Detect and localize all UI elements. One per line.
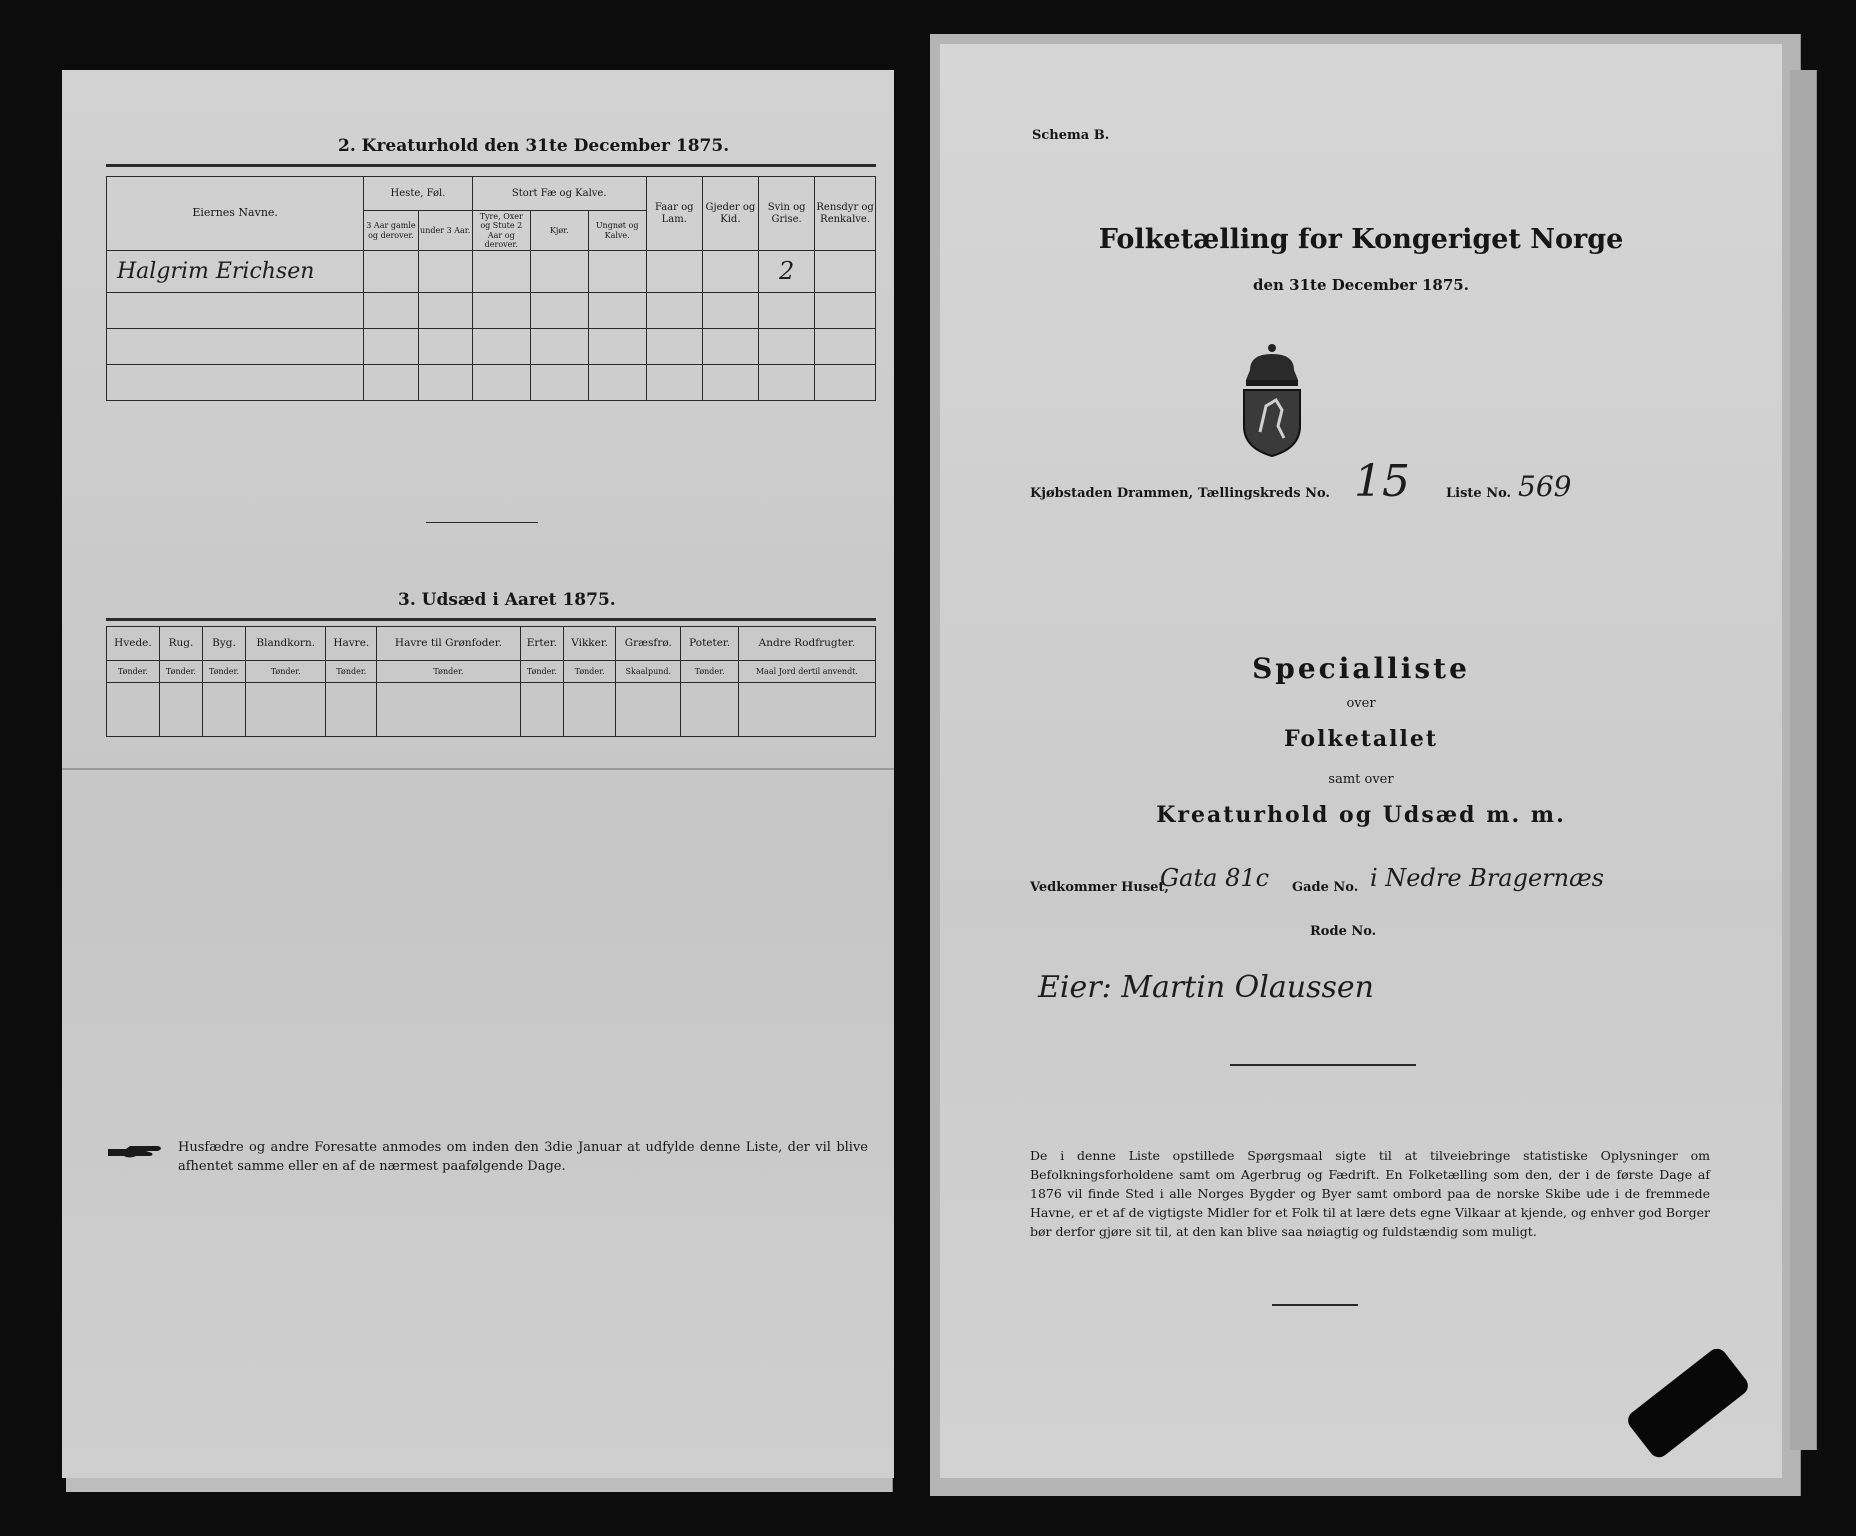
col-cattle: Stort Fæ og Kalve. xyxy=(472,177,646,211)
udsaed-col-1: Rug. xyxy=(159,627,202,661)
udsaed-col-6: Erter. xyxy=(520,627,563,661)
udsaed-col-10: Andre Rodfrugter. xyxy=(738,627,875,661)
vedkommer-label: Vedkommer Huset, xyxy=(1030,880,1169,895)
kreatur-heading: Kreaturhold og Udsæd m. m. xyxy=(1156,802,1566,828)
pigs-cell xyxy=(759,251,815,293)
udsaed-unit-6: Tønder. xyxy=(520,661,563,683)
mid-rule xyxy=(1230,1064,1416,1066)
udsaed-col-5: Havre til Grønfoder. xyxy=(377,627,521,661)
udsaed-col-8: Græsfrø. xyxy=(616,627,681,661)
udsaed-unit-1: Tønder. xyxy=(159,661,202,683)
liste-value: 569 xyxy=(1518,470,1572,503)
udsaed-col-7: Vikker. xyxy=(564,627,616,661)
udsaed-unit-2: Tønder. xyxy=(202,661,245,683)
owner-handwritten: Eier: Martin Olaussen xyxy=(1038,970,1374,1005)
udsaed-col-2: Byg. xyxy=(202,627,245,661)
separator-rule xyxy=(426,522,538,523)
col-sheep: Faar og Lam. xyxy=(646,177,702,251)
udsaed-cell-4 xyxy=(326,683,377,737)
col-horses-young: under 3 Aar. xyxy=(418,211,472,251)
udsaed-col-4: Havre. xyxy=(326,627,377,661)
intro-paragraph: De i denne Liste opstillede Spørgsmaal sigte til at tilveiebringe statistiske Oplysninger om Befolkningsforholdene samt om Agerbrug og Fædrift. En Folketælling som den, der i de første Dage af 1876 vil finde Sted i alle Norges Bygder og Byer samt ombord paa de norske Skibe ude i de fremmede Havne, er et af de vigtigste Midler for et Folk til at lære dets egne Vilkaar at kjende, og enhver god Borger bør derfor gjøre sit til, at den kan blive saa nøiagtig og fuldstændig som muligt. xyxy=(1030,1148,1710,1239)
col-owner: Eiernes Navne. xyxy=(107,177,364,251)
liste-label: Liste No. xyxy=(1446,486,1512,501)
gade-label: Gade No. xyxy=(1292,880,1359,895)
udsaed-cell-5 xyxy=(377,683,521,737)
kreds-label: Tællingskreds No. xyxy=(1198,486,1330,501)
area-handwritten: i Nedre Bragernæs xyxy=(1370,864,1604,892)
right-page xyxy=(940,44,1782,1478)
udsaed-cell-7 xyxy=(564,683,616,737)
udsaed-cell-9 xyxy=(681,683,738,737)
bottom-rule xyxy=(1272,1304,1358,1306)
owner-cell xyxy=(107,251,364,293)
udsaed-col-3: Blandkorn. xyxy=(246,627,326,661)
gade-handwritten: Gata 81c xyxy=(1160,864,1270,892)
udsaed-unit-7: Tønder. xyxy=(564,661,616,683)
specialliste-heading: Specialliste xyxy=(1252,652,1470,685)
samt-over-text: samt over xyxy=(1328,772,1394,787)
udsaed-col-0: Hvede. xyxy=(107,627,160,661)
page-stack-right xyxy=(1790,70,1817,1450)
col-goats: Gjeder og Kid. xyxy=(702,177,758,251)
section2-title: 2. Kreaturhold den 31te December 1875. xyxy=(338,136,730,156)
left-page xyxy=(62,70,894,1478)
udsaed-cell-8 xyxy=(616,683,681,737)
udsaed-cell-0 xyxy=(107,683,160,737)
col-reindeer: Rensdyr og Renkalve. xyxy=(815,177,876,251)
section3-title: 3. Udsæd i Aaret 1875. xyxy=(398,590,616,610)
main-title: Folketælling for Kongeriget Norge xyxy=(1098,224,1624,255)
pointing-hand-icon xyxy=(106,1144,166,1160)
udsaed-unit-3: Tønder. xyxy=(246,661,326,683)
col-bulls: Tyre, Oxer og Stute 2 Aar og derover. xyxy=(472,211,530,251)
rode-label: Rode No. xyxy=(1310,924,1377,939)
udsaed-unit-5: Tønder. xyxy=(377,661,521,683)
udsaed-col-9: Poteter. xyxy=(681,627,738,661)
kreds-value: 15 xyxy=(1354,456,1410,507)
notice-text: Husfædre og andre Foresatte anmodes om inden den 3die Januar at udfylde denne Liste, der vil blive afhentet samme eller en af de nærmest paafølgende Dage. xyxy=(178,1140,868,1174)
udsaed-unit-4: Tønder. xyxy=(326,661,377,683)
page-edge xyxy=(66,1478,893,1492)
section2-top-rule xyxy=(106,164,876,167)
udsaed-unit-0: Tønder. xyxy=(107,661,160,683)
udsaed-table xyxy=(106,626,876,737)
col-cows: Kjør. xyxy=(530,211,588,251)
owner-name: Halgrim Erichsen xyxy=(117,258,315,284)
over-text-1: over xyxy=(1346,696,1376,711)
left-page-fold xyxy=(62,768,894,770)
col-pigs: Svin og Grise. xyxy=(759,177,815,251)
udsaed-cell-6 xyxy=(520,683,563,737)
udsaed-unit-9: Tønder. xyxy=(681,661,738,683)
col-horses-old: 3 Aar gamle og derover. xyxy=(364,211,418,251)
col-horses: Heste, Føl. xyxy=(364,177,472,211)
udsaed-unit-10: Maal Jord dertil anvendt. xyxy=(738,661,875,683)
udsaed-cell-10 xyxy=(738,683,875,737)
kreaturhold-table xyxy=(106,176,876,401)
udsaed-cell-2 xyxy=(202,683,245,737)
section3-top-rule xyxy=(106,618,876,621)
folketallet-heading: Folketallet xyxy=(1284,726,1438,752)
coat-of-arms-icon xyxy=(1236,340,1308,458)
udsaed-cell-1 xyxy=(159,683,202,737)
schema-label: Schema B. xyxy=(1032,128,1110,143)
udsaed-cell-3 xyxy=(246,683,326,737)
census-date: den 31te December 1875. xyxy=(1253,276,1469,294)
pigs-value: 2 xyxy=(778,256,795,285)
town-label: Kjøbstaden Drammen, xyxy=(1030,486,1194,501)
col-calves: Ungnøt og Kalve. xyxy=(588,211,646,251)
udsaed-unit-8: Skaalpund. xyxy=(616,661,681,683)
